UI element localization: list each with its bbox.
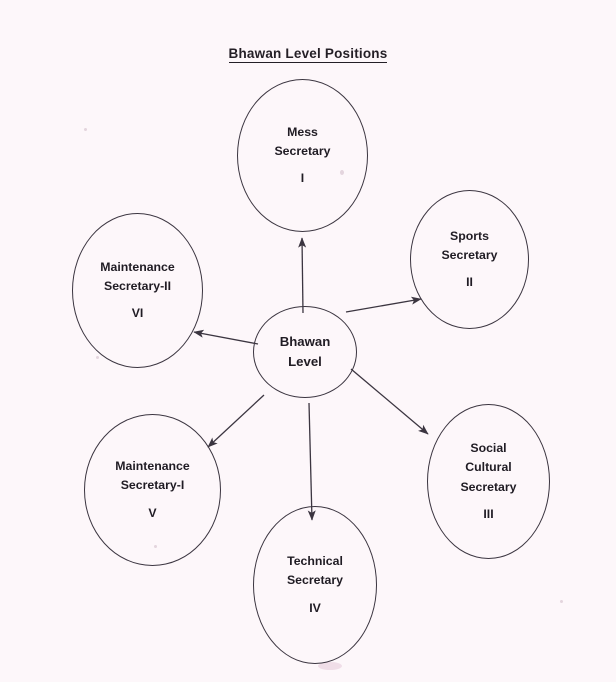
node-roman: V	[148, 505, 157, 520]
node-center-line1: Bhawan	[279, 333, 331, 349]
node-line1: Mess	[287, 124, 318, 139]
node-maintenance-secretary-1	[84, 414, 221, 566]
node-center	[253, 306, 357, 398]
node-line2: Secretary	[441, 247, 498, 262]
node-mess-secretary	[237, 79, 368, 232]
node-roman: II	[466, 275, 473, 290]
node-technical-secretary	[253, 506, 377, 664]
node-line1: Sports	[450, 228, 489, 243]
node-line1: Maintenance	[115, 459, 190, 474]
node-line1: Technical	[287, 554, 343, 569]
node-line2: Cultural	[465, 460, 512, 475]
node-line2: Secretary	[286, 573, 344, 588]
node-line2: Secretary	[274, 143, 331, 158]
node-sports-secretary	[410, 190, 529, 329]
node-line1: Social	[470, 441, 507, 456]
node-roman: I	[300, 171, 305, 186]
node-roman: VI	[131, 306, 144, 321]
diagram-title-text: Bhawan Level Positions	[228, 46, 388, 61]
node-line2: Secretary-I	[120, 478, 185, 493]
node-roman: III	[483, 506, 494, 521]
node-line3: Secretary	[460, 479, 517, 494]
node-maintenance-secretary-2	[72, 213, 203, 368]
node-social-cultural-secretary	[427, 404, 550, 559]
node-line2: Secretary-II	[104, 278, 171, 293]
node-center-line2: Level	[288, 354, 322, 369]
diagram-title	[0, 46, 616, 61]
node-roman: IV	[309, 600, 321, 615]
node-line1: Maintenance	[100, 259, 175, 274]
